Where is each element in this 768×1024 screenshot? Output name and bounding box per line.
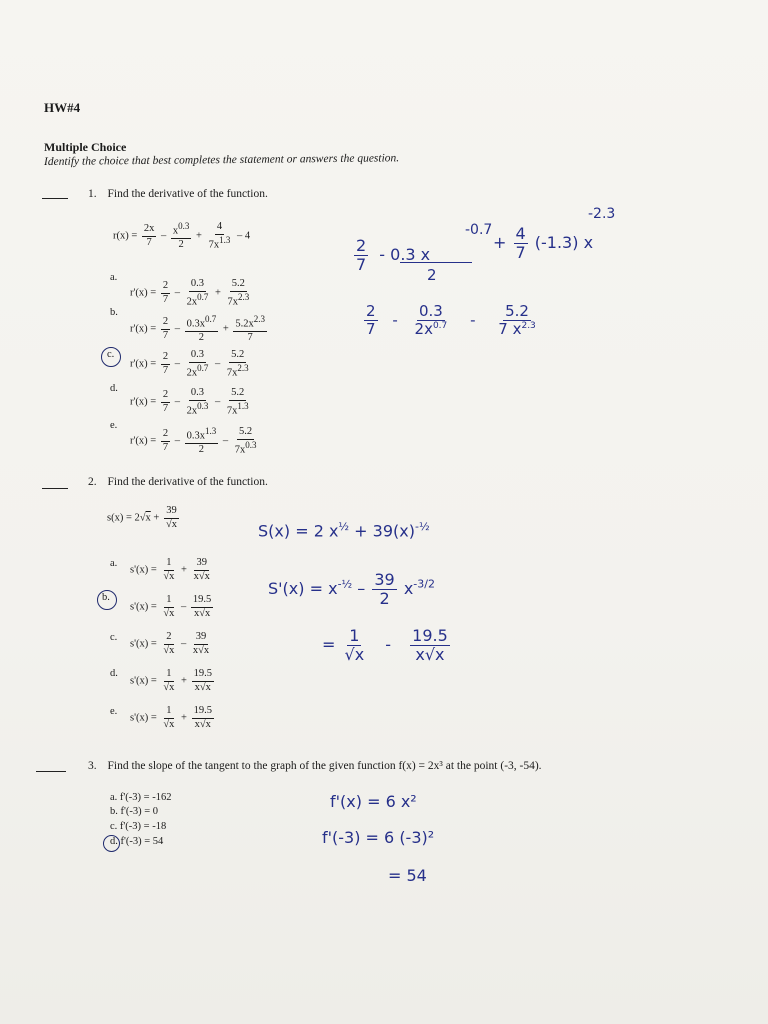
question-2-prompt: 2. Find the derivative of the function.: [88, 476, 268, 488]
choice-3d[interactable]: d. f'(-3) = 54: [110, 836, 164, 847]
choice-letter: c.: [107, 349, 115, 360]
choice-letter: c.: [110, 632, 118, 643]
handwritten-denominator: 2: [427, 266, 437, 284]
choice-letter: b.: [110, 307, 118, 318]
choice-letter: a.: [110, 558, 118, 569]
choice-1d[interactable]: r'(x) = $\frac{2}{7}$ – $\frac{0.3}{2x^{0.3}}$ – $\frac{5.2}{7x^{1.3}}$: [130, 387, 249, 416]
page-title: HW#4: [44, 100, 81, 115]
handwritten-work-7: f'(-3) = 6 (-3)²: [322, 828, 435, 847]
question-number: 1.: [88, 188, 97, 200]
choice-1e[interactable]: r'(x) = $\frac{2}{7}$ – $\frac{0.3x^{1.3}}{2}$ – $\frac{5.2}{7x^{0.3}}$: [130, 426, 257, 455]
answer-blank-3: [36, 771, 66, 772]
choice-1c[interactable]: r'(x) = $\frac{2}{7}$ – $\frac{0.3}{2x^{0.7}}$ – $\frac{5.2}{7x^{2.3}}$: [130, 349, 249, 378]
handwritten-exponent: -0.7: [465, 222, 493, 238]
choice-letter: a.: [110, 272, 118, 283]
handwritten-work-2: $\frac{2}{7}$ - $\frac{0.3}{2x^{0.7}}$ - $\frac{5.2}{7 x^{2.3}}$: [366, 302, 536, 338]
choice-2d[interactable]: s'(x) = $\frac{1}{√x}$ + $\frac{19.5}{x√x}$: [130, 668, 212, 693]
question-1-prompt: 1. Find the derivative of the function.: [88, 188, 268, 200]
choice-3a[interactable]: a. f'(-3) = -162: [110, 792, 172, 803]
choice-2a[interactable]: s'(x) = $\frac{1}{√x}$ + $\frac{39}{x√x}$: [130, 557, 210, 582]
choice-letter: d.: [110, 383, 118, 394]
section-heading: Multiple Choice: [44, 140, 127, 154]
handwritten-work-6: f'(x) = 6 x²: [330, 792, 417, 811]
choice-letter: d.: [110, 668, 118, 679]
question-1-function: r(x) = $\frac{2x}{7}$ – $\frac{x^{0.3}}{2}$ + $\frac{4}{7x^{1.3}}$ – 4: [113, 221, 251, 250]
answer-blank-2: [42, 488, 68, 489]
question-number: 3.: [88, 760, 97, 772]
question-2-function: s(x) = 2√x + $\frac{39}{√x}$: [107, 505, 177, 530]
handwritten-work-8: = 54: [388, 866, 427, 885]
handwritten-work-3: S(x) = 2 $x^{\frac{1}{2}} + 39(x)^{-\frac{1}{2}}$: [258, 520, 430, 541]
handwritten-work-4: $S'(x) = x^{-\frac{1}{2}}$ – $\frac{39}{2}$ $x^{-3/2}$: [268, 570, 435, 608]
choice-2c[interactable]: s'(x) = $\frac{2}{√x}$ – $\frac{39}{x√x}$: [130, 631, 210, 656]
handwritten-work-1b: + $\frac{4}{7}$ (-1.3) x: [493, 224, 594, 262]
instructions: Identify the choice that best completes the statement or answers the question.: [43, 152, 400, 168]
question-3-prompt: 3. Find the slope of the tangent to the graph of the given function f(x) = 2x³ at the point (-3, -54).: [88, 760, 542, 772]
handwritten-work-1: $\frac{2}{7}$ - 0.3 x: [356, 236, 431, 274]
choice-letter: e.: [110, 420, 118, 431]
handwritten-exponent: -2.3: [588, 206, 616, 222]
choice-2b[interactable]: s'(x) = $\frac{1}{√x}$ – $\frac{19.5}{x√x}$: [130, 594, 212, 619]
answer-blank-1: [42, 198, 68, 199]
choice-1b[interactable]: r'(x) = $\frac{2}{7}$ – $\frac{0.3x^{0.7}}{2}$ + $\frac{5.2x^{2.3}}{7}$: [130, 314, 265, 343]
question-number: 2.: [88, 476, 97, 488]
choice-3b[interactable]: b. f'(-3) = 0: [110, 806, 159, 817]
choice-1a[interactable]: r'(x) = $\frac{2}{7}$ – $\frac{0.3}{2x^{0.7}}$ + $\frac{5.2}{7x^{2.3}}$: [130, 278, 250, 307]
choice-letter: e.: [110, 706, 118, 717]
handwritten-fraction-bar: [400, 262, 472, 263]
choice-3c[interactable]: c. f'(-3) = -18: [110, 821, 167, 832]
choice-2e[interactable]: s'(x) = $\frac{1}{√x}$ + $\frac{19.5}{x√x}$: [130, 705, 212, 730]
choice-letter: b.: [102, 592, 110, 603]
handwritten-work-5: = $\frac{1}{√x}$ - $\frac{19.5}{x√x}$: [322, 626, 448, 664]
